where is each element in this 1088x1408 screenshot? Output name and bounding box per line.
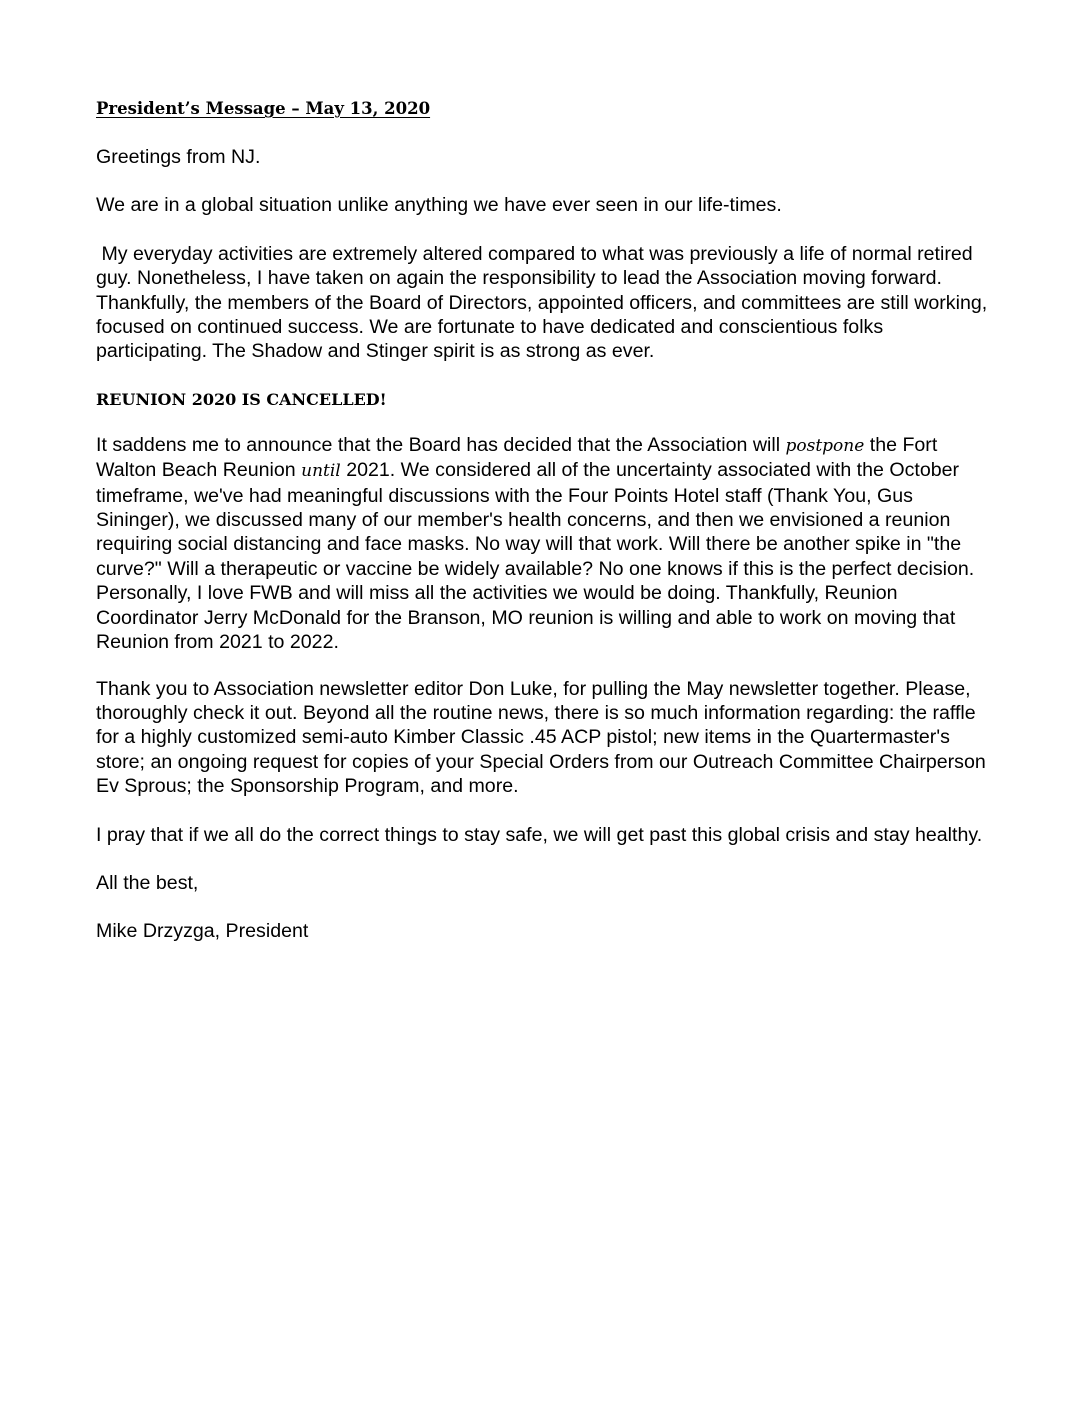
letter-page [96, 96, 996, 968]
signature-line: Mike Drzyzga, President [96, 920, 309, 943]
greeting: Greetings from NJ. [96, 146, 261, 168]
reunion-italic-postpone: postpone [785, 435, 865, 456]
reunion-italic-until: until [301, 461, 341, 482]
reunion-paragraph [96, 433, 996, 655]
global-situation-paragraph: We are in a global situation unlike anything we have ever seen in our life-times. [96, 194, 782, 217]
closing-line: All the best, [96, 871, 199, 894]
thanks-paragraph: Thank you to Association newsletter editor Don Luke, for pulling the May newsletter together. Please, thoroughly check it out. Beyond all the routine news, there is so much information regarding: the raffle for a highly customized semi-auto Kimber Classic .45 ACP pistol; new items in the Quartermaster's store; an ongoing request for copies of your Special Orders from our Outreach Committee Chairperson Ev Sprous; the Sponsorship Program, and more. [96, 677, 986, 798]
section-heading: REUNION 2020 IS CANCELLED! [96, 389, 387, 409]
reunion-text-2: the Fort Walton Beach Reunion [96, 433, 938, 482]
pray-paragraph: I pray that if we all do the correct things to stay safe, we will get past this global crisis and stay healthy. [96, 823, 983, 846]
page-title: President’s Message – May 13, 2020 [96, 99, 431, 118]
everyday-activities-paragraph: My everyday activities are extremely altered compared to what was previously a life of normal retired guy. Nonetheless, I have taken on again the responsibility to lead the Association moving forward. Thankfully, the members of the Board of Directors, appointed officers, and committees are still working, focused on continued success. We are fortunate to have dedicated and conscientious folks participating. The Shadow and Stinger spirit is as strong as ever. [96, 242, 993, 363]
reunion-text-1: It saddens me to announce that the Board has decided that the Association will [96, 433, 786, 456]
reunion-text-3: 2021. We considered all of the uncertainty associated with the October timeframe, we've had meaningful discussions with the Four Points Hotel staff (Thank You, Gus Sininger), we discussed many of our member's health concerns, and then we envisioned a reunion requiring social distancing and face masks. No way will that work. Will there be another spike in "the curve?" Will a therapeutic or vaccine be widely available? No one knows if this is the perfect decision. Personally, I love FWB and will miss all the activities we would be doing. Thankfully, Reunion Coordinator Jerry McDonald for the Branson, MO reunion is willing and able to work on moving that Reunion from 2021 to 2022. [96, 459, 975, 654]
